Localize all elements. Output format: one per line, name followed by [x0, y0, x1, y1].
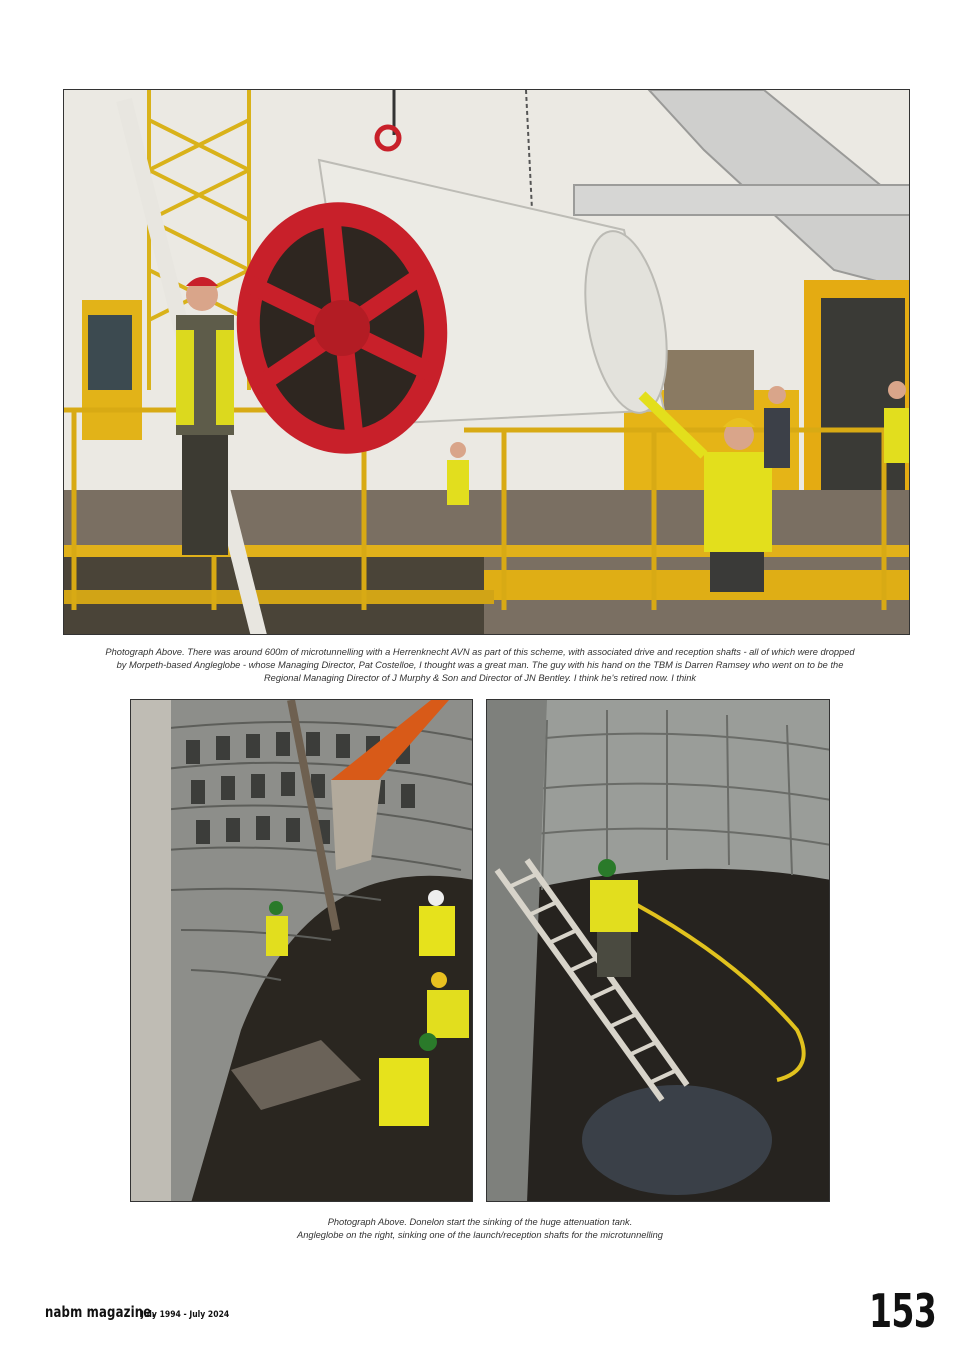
launch-shaft-illustration	[487, 700, 830, 1202]
top-caption-line-1: Photograph Above. There was around 600m of microtunnelling with a Herrenknecht AVN as part of this scheme, with associated drive and reception shafts - all of which were dropped	[105, 647, 855, 657]
top-caption-line-2: by Morpeth-based Angleglobe - whose Managing Director, Pat Costelloe, I thought was a great man. The guy with his hand on the TBM is Darren Ramsey who went on to be the	[116, 660, 844, 670]
magazine-name: nabm magazine.	[45, 1303, 156, 1321]
top-caption-line-3: Regional Managing Director of J Murphy & Son and Director of JN Bentley. I think he's retired now. I think	[263, 673, 697, 683]
issue-dates: July 1994 - July 2024	[141, 1310, 230, 1320]
top-photo	[63, 89, 910, 635]
bottom-caption-line-1: Photograph Above. Donelon start the sinking of the huge attenuation tank.	[327, 1217, 633, 1227]
footer	[45, 1303, 245, 1321]
bottom-caption	[130, 1216, 830, 1242]
bottom-left-photo	[130, 699, 473, 1202]
attenuation-tank-illustration	[131, 700, 473, 1202]
top-caption	[30, 646, 930, 685]
bottom-right-photo	[486, 699, 830, 1202]
bottom-caption-line-2: Angleglobe on the right, sinking one of the launch/reception shafts for the microtunnelling	[297, 1230, 663, 1240]
page-number: 153	[869, 1284, 936, 1338]
tbm-lift-illustration	[64, 90, 910, 635]
